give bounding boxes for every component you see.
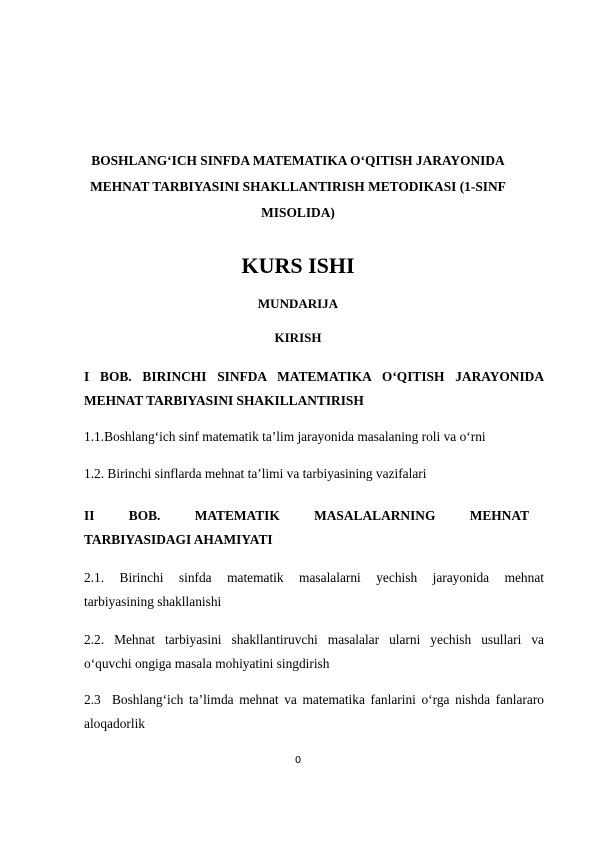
title-line-1: BOSHLANG‘ICH SINFDA MATEMATIKA O‘QITISH JARAYONIDA [91,153,505,168]
toc-section-2-3 [84,688,544,736]
toc-chapter-1 [84,365,544,413]
toc-section-2-1 [84,566,544,614]
toc-chapter-2-line-1 [84,504,529,528]
work-type-heading: KURS ISHI [241,253,355,278]
toc-section-2-2 [84,628,544,676]
toc-section-2-2-line-1: 2.2. Mehnat tarbiyasini shakllantiruvchi masalalar ularni yechish usullari va [84,632,544,647]
toc-chapter-2-word: MASALALARNING [314,508,436,523]
toc-section-1-1: 1.1.Boshlang‘ich sinf matematik ta’lim jarayonida masalaning roli va o‘rni [84,429,486,444]
toc-chapter-2-word: II [84,508,95,523]
toc-chapter-2 [84,504,544,552]
page-number: 0 [294,755,302,766]
toc-chapter-1-line-1: I BOB. BIRINCHI SINFDA MATEMATIKA O‘QITISH JARAYONIDA [84,369,544,384]
toc-chapter-2-line-2: TARBIYASIDAGI AHAMIYATI [84,532,273,547]
toc-section-2-3-line-1: 2.3 Boshlang‘ich ta’limda mehnat va matematika fanlarini o‘rga nishda fanlararo [84,692,544,707]
document-title [84,148,512,226]
toc-chapter-2-word: BOB. [128,508,161,523]
title-line-3: MISOLIDA) [261,205,335,220]
toc-section-2-1-line-2: tarbiyasining shakllanishi [84,594,222,609]
toc-section-2-2-line-2: o‘quvchi ongiga masala mohiyatini singdirish [84,656,330,671]
toc-intro: KIRISH [274,330,322,345]
toc-chapter-2-word: MEHNAT [469,508,529,523]
toc-chapter-1-line-2: MEHNAT TARBIYASINI SHAKILLANTIRISH [84,393,364,408]
toc-section-1-2: 1.2. Birinchi sinflarda mehnat ta’limi va tarbiyasining vazifalari [84,466,427,481]
contents-heading: MUNDARIJA [257,296,339,311]
toc-chapter-2-word: MATEMATIK [194,508,280,523]
title-line-2: MEHNAT TARBIYASINI SHAKLLANTIRISH METODIKASI (1-SINF [90,179,506,194]
toc-section-2-1-line-1: 2.1. Birinchi sinfda matematik masalalarni yechish jarayonida mehnat [84,570,544,585]
toc-section-2-3-line-2: aloqadorlik [84,716,145,731]
